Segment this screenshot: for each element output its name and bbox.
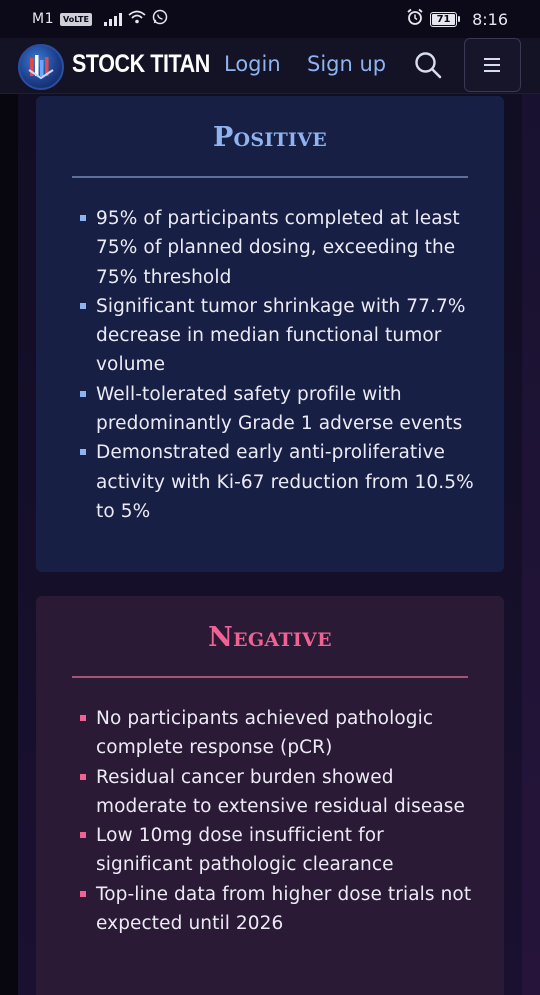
top-navbar <box>0 38 540 94</box>
brand-name[interactable]: STOCK TITAN <box>72 50 210 78</box>
status-right <box>406 8 508 30</box>
login-link[interactable]: Login <box>224 52 281 76</box>
negative-list <box>80 704 484 938</box>
list-item: Low 10mg dose insufficient for significant pathologic clearance <box>80 821 484 880</box>
status-left <box>32 9 168 29</box>
page-gutter-right <box>522 94 540 995</box>
battery-indicator <box>430 12 460 27</box>
stock-titan-logo[interactable] <box>18 44 64 90</box>
list-item: Residual cancer burden showed moderate to extensive residual disease <box>80 763 484 822</box>
status-bar <box>0 0 540 38</box>
negative-divider <box>72 676 468 678</box>
search-icon[interactable] <box>413 50 443 80</box>
list-item: Demonstrated early anti-proliferative activity with Ki-67 reduction from 10.5% to 5% <box>80 438 484 526</box>
hamburger-menu-icon[interactable] <box>464 38 521 92</box>
list-item: Well-tolerated safety profile with predominantly Grade 1 adverse events <box>80 380 484 439</box>
carrier-name: M1 <box>32 11 54 27</box>
positive-divider <box>72 176 468 178</box>
signal-icon <box>104 12 122 26</box>
volte-badge: VoLTE <box>60 13 92 26</box>
list-item: No participants achieved pathologic complete response (pCR) <box>80 704 484 763</box>
whatsapp-icon <box>152 9 168 29</box>
clock: 8:16 <box>472 9 508 29</box>
positive-card <box>36 96 504 572</box>
positive-title: Positive <box>212 122 328 153</box>
page-gutter-left <box>0 94 18 995</box>
negative-title: Negative <box>208 622 332 653</box>
negative-card <box>36 596 504 995</box>
signup-link[interactable]: Sign up <box>307 52 387 76</box>
battery-level: 71 <box>432 14 455 25</box>
alarm-icon <box>406 8 424 30</box>
list-item: Significant tumor shrinkage with 77.7% decrease in median functional tumor volume <box>80 292 484 380</box>
positive-list <box>80 204 484 526</box>
list-item: 95% of participants completed at least 75% of planned dosing, exceeding the 75% threshold <box>80 204 484 292</box>
wifi-icon <box>128 10 146 28</box>
list-item: Top-line data from higher dose trials not expected until 2026 <box>80 880 484 939</box>
